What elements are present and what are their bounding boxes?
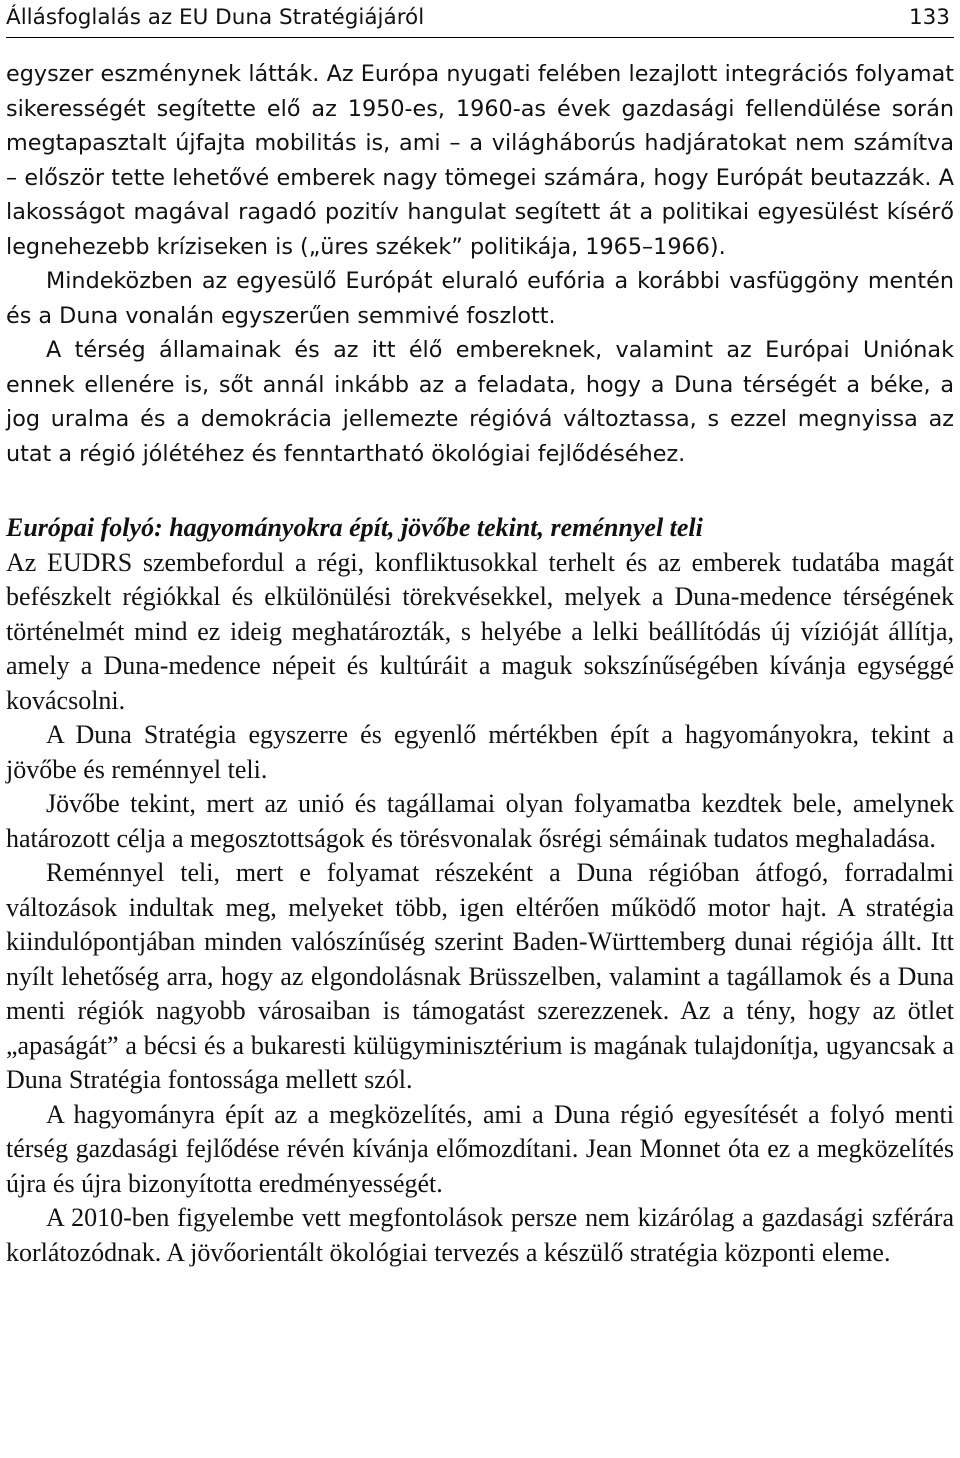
paragraph: A Duna Stratégia egyszerre és egyenlő mértékben épít a hagyományokra, tekint a jövőbe és reménnyel teli. — [6, 720, 954, 784]
document-page — [6, 0, 954, 1270]
paragraph-continuation: egyszer eszménynek látták. Az Európa nyugati felében lezajlott integrációs folyamat sikerességét segítette elő az 1950-es, 1960-as évek gazdasági fellendülése során megtapasztalt újfajta mobilitás is, ami – a világháborús hadjáratokat nem számítva – először tette lehetővé emberek nagy tömegei számára, hogy Európát beutazzák. A lakosságot magával ragadó pozitív hangulat segített át a politikai egyesülést kísérő legnehezebb kríziseken is („üres székek” politikája, 1965–1966). — [6, 61, 954, 260]
running-title: Állásfoglalás az EU Duna Stratégiájáról — [6, 5, 425, 30]
paragraph: A hagyományra épít az a megközelítés, ami a Duna régió egyesítését a folyó menti térség gazdasági fejlődése révén kívánja előmozdítani. Jean Monnet óta ez a megközelítés újra és újra bizonyította eredményességét. — [6, 1099, 954, 1198]
running-head — [6, 0, 954, 38]
paragraph: Az EUDRS szembefordul a régi, konfliktusokkal terhelt és az emberek tudatába magát befészkelt régiókkal és elkülönülési törekvésekkel, melyek a Duna-medence térségének történelmét mind ez ideig meghatározták, s helyébe a lelki beállítódás új vízióját állítja, amely a Duna-medence népeit és kultúráit a maguk sokszínűségében kívánja egységgé kovácsolni. — [6, 547, 954, 715]
body-text — [6, 57, 954, 1270]
paragraph: A térség államainak és az itt élő embereknek, valamint az Európai Uniónak ennek ellenére is, sőt annál inkább az a feladata, hogy a Duna térségét a béke, a jog uralma és a demokrácia jellemezte régióvá változtassa, s ezzel megnyissa az utat a régió jólétéhez és fenntartható ökológiai fejlődéséhez. — [6, 337, 954, 467]
section-heading: Európai folyó: hagyományokra épít, jövőbe tekint, reménnyel teli — [6, 513, 703, 542]
paragraph: Reménnyel teli, mert e folyamat részeként a Duna régióban átfogó, forradalmi változások indultak meg, melyeket több, igen eltérően működő motor hajt. A stratégia kiindulópontjában minden valószínűség szerint Baden-Württemberg dunai régiója állt. Itt nyílt lehetőség arra, hogy az elgondolásnak Brüsszelben, valamint a tagállamok és a Duna menti régiók nagyobb városaiban is támogatást szerezzenek. Az a tény, hogy az ötlet „apaságát” a bécsi és a bukaresti külügyminisztérium is magának tulajdonítja, ugyancsak a Duna Stratégia fontossága mellett szól. — [6, 858, 954, 1094]
paragraph: Mindeközben az egyesülő Európát eluraló eufória a korábbi vasfüggöny mentén és a Duna vonalán egyszerűen semmivé foszlott. — [6, 268, 954, 329]
paragraph: Jövőbe tekint, mert az unió és tagállamai olyan folyamatba kezdtek bele, amelynek határozott célja a megosztottságok és törésvonalak ősrégi sémáinak tudatos meghaladása. — [6, 789, 954, 853]
page-number: 133 — [908, 5, 950, 30]
paragraph: A 2010-ben figyelembe vett megfontolások persze nem kizárólag a gazdasági szférára korlátozódnak. A jövőorientált ökológiai tervezés a készülő stratégia központi eleme. — [6, 1203, 954, 1267]
